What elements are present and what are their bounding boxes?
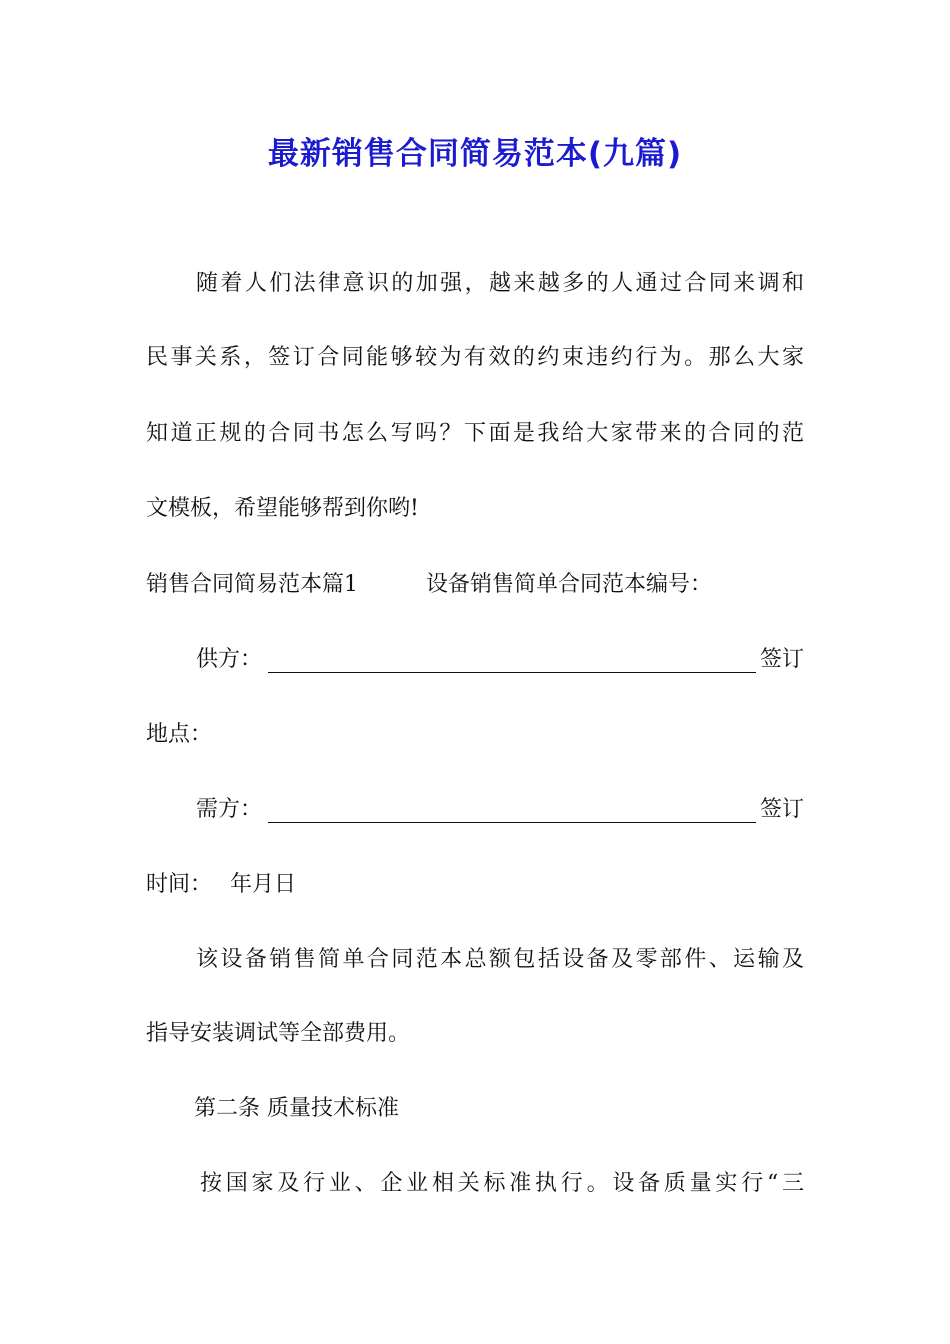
- intro-line-2: 民事关系，签订合同能够较为有效的约束违约行为。那么大家: [146, 345, 804, 370]
- contract-title: 设备销售简单合同范本编号：: [426, 572, 713, 597]
- date-text: 年月日: [230, 872, 297, 897]
- supplier-label: 供方：: [196, 647, 263, 672]
- article2-text: 按国家及行业、企业相关标准执行。设备质量实行“三: [200, 1171, 804, 1196]
- supplier-blank-line: [268, 650, 756, 673]
- total-amount-line-1: 该设备销售简单合同范本总额包括设备及零部件、运输及: [196, 947, 804, 972]
- intro-line-3: 知道正规的合同书怎么写吗？下面是我给大家带来的合同的范: [146, 421, 804, 446]
- buyer-label: 需方：: [196, 797, 263, 822]
- buyer-blank-line: [268, 800, 756, 823]
- intro-line-4: 文模板，希望能够帮到你哟!: [146, 496, 419, 521]
- document-title: 最新销售合同简易范本(九篇): [267, 136, 683, 172]
- intro-line-1: 随着人们法律意识的加强，越来越多的人通过合同来调和: [196, 271, 804, 296]
- article2-heading: 第二条 质量技术标准: [194, 1096, 399, 1121]
- sign-time-label-part2: 时间：: [146, 872, 213, 897]
- sign-place-label-part1: 签订: [760, 647, 805, 672]
- section-heading: 销售合同简易范本篇1: [146, 572, 358, 597]
- sign-place-label-part2: 地点：: [146, 722, 213, 747]
- sign-time-label-part1: 签订: [760, 797, 805, 822]
- total-amount-line-2: 指导安装调试等全部费用。: [146, 1021, 411, 1046]
